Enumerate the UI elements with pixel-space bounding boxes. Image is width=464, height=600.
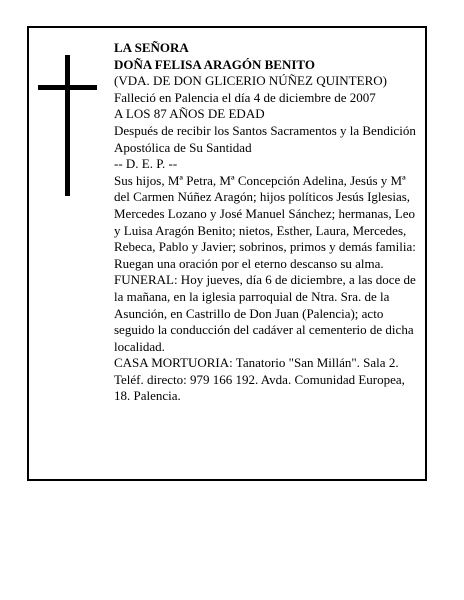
family-line: Sus hijos, Mª Petra, Mª Concepción Adelina, Jesús y Mª del Carmen Núñez Aragón; hijos políticos Jesús Iglesias, Mercedes Lozano y José Manuel Sánchez; hermanas, Leo y Luisa Aragón Benito; nietos, Esther, Laura, Mercedes, Rebeca, Pablo y Javier; sobrinos, primos y demás familia: [114, 172, 416, 255]
rip-line: -- D. E. P. -- [114, 156, 178, 172]
death-line: Falleció en Palencia el día 4 de diciembre de 2007 [114, 89, 376, 105]
widow-line: (VDA. DE DON GLICERIO NÚÑEZ QUINTERO) [114, 73, 387, 89]
funeral-line: FUNERAL: Hoy jueves, día 6 de diciembre, a las doce de la mañana, en la iglesia parroquial de Ntra. Sra. de la Asunción, en Castrillo de Don Juan (Palencia); acto seguido la conducción del cadáver al cementerio de dicha localidad. [114, 272, 416, 354]
age-line: A LOS 87 AÑOS DE EDAD [114, 106, 265, 122]
cross-horizontal-bar [38, 85, 97, 90]
prayer-line: Ruegan una oración por el eterno descanso su alma. [114, 255, 384, 271]
obituary-text [114, 40, 422, 405]
sacraments-line: Después de recibir los Santos Sacramentos y la Bendición Apostólica de Su Santidad [114, 122, 416, 155]
mortuary-line: CASA MORTUORIA: Tanatorio "San Millán". Sala 2. Teléf. directo: 979 166 192. Avda. Comunidad Europea, 18. Palencia. [114, 355, 405, 404]
title-line: LA SEÑORA [114, 40, 189, 55]
cross-vertical-bar [65, 55, 70, 196]
deceased-name: DOÑA FELISA ARAGÓN BENITO [114, 56, 315, 72]
